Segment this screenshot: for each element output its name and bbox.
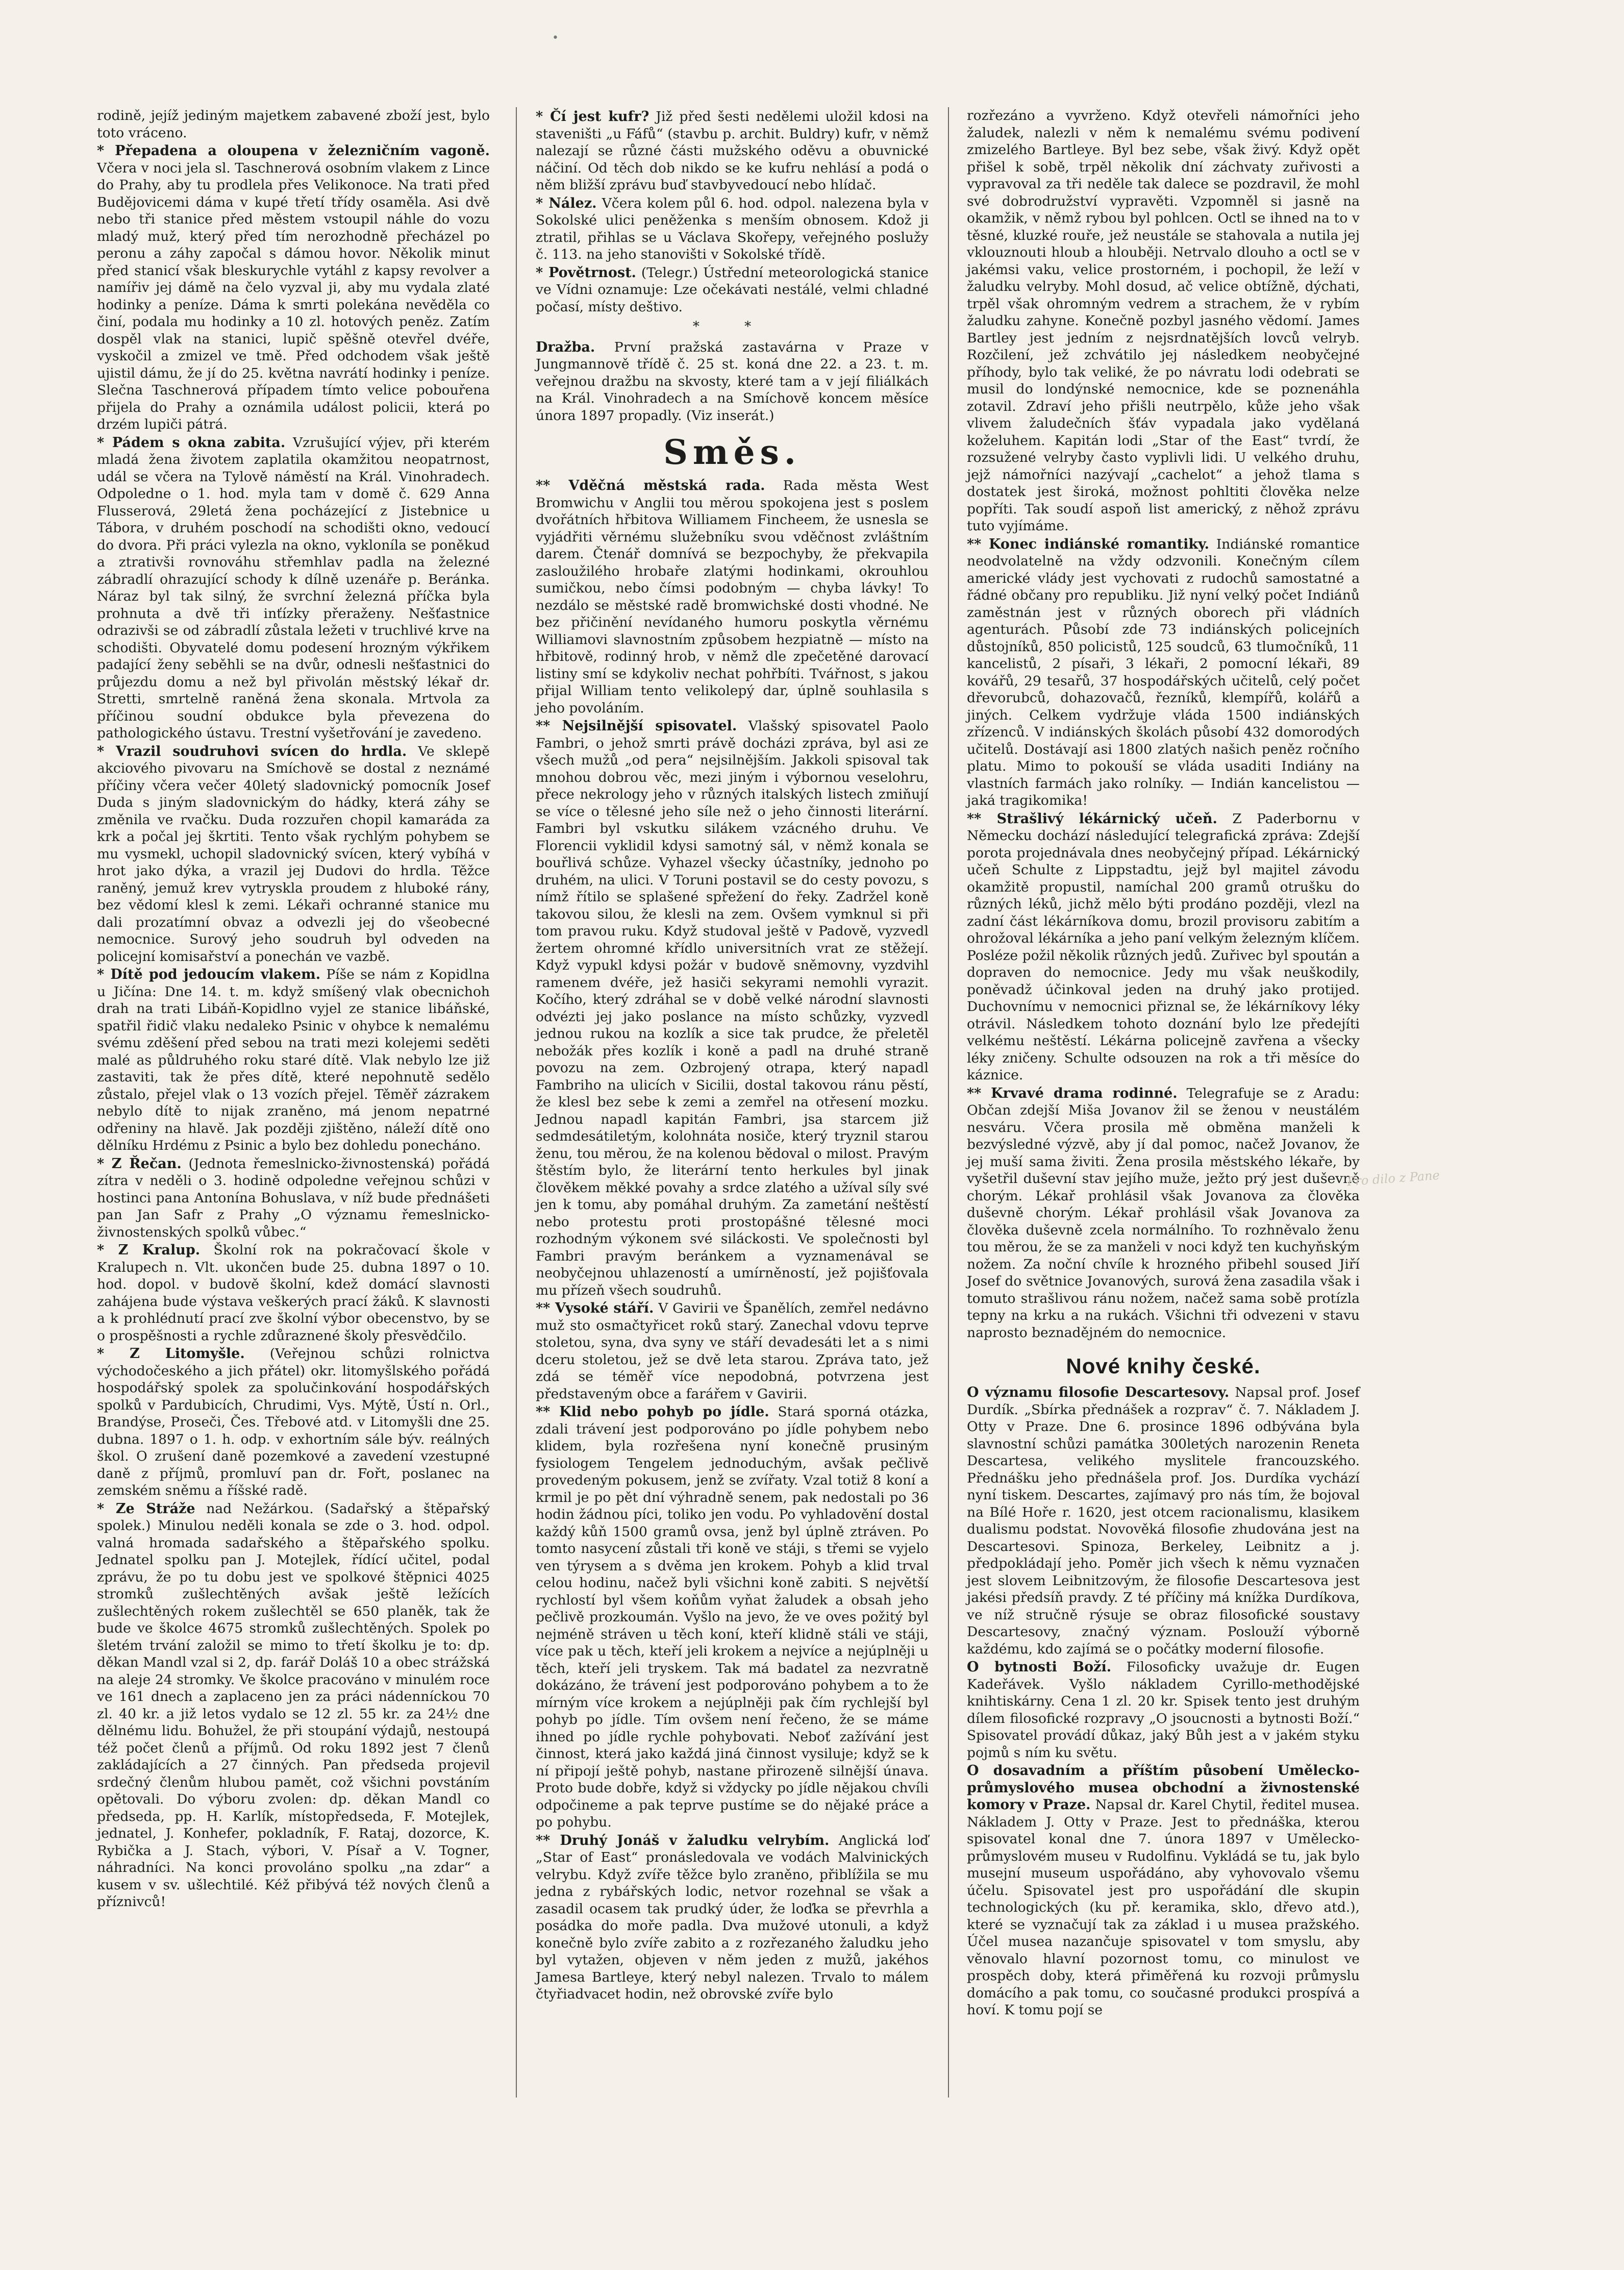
news-text: (Jednota řemeslnicko-živnostenská) pořádá zítra v neděli o 3. hodině odpoledne veřejnou schůzi v hostinci pana Antonína Bohuslava, v níž bude přednášeti pan Jan Safr z Prahy „O významu řemeslnicko-živnostenských spolků vůbec.“ [97, 1155, 490, 1240]
news-headline: * Z Litomyšle. [97, 1346, 245, 1362]
miscellany-text: Vlašský spisovatel Paolo Fambri, o jehož smrti právě docházi zpráva, byl asi ze všech mužů „od pera“ nejsilnějším. Jakkoli spisoval tak mnohou dobrou věc, mezi jiným i výbornou veselohru, přece nekrology jeho v různých italských listech zmiňují se více o tělesné jeho síle než o jeho činnosti literární. Fambri byl vskutku silákem vzácného druhu. Ve Florencii vyklidil kdysi samotný sál, v němž konala se bouřlivá schůze. Vyhazel všecky účastníky, jednoho po druhém, na ulici. V Toruni postavil se do cesty povozu, s nímž řítilo se splašené spřežení do řeky. Zadržel koně takovou silou, že klesli na zem. Ovšem vymknul si při tom pravou ruku. Když studoval ještě v Padově, vyzvedl žertem ohromné křídlo universitních vrat ze stěžejí. Když vypukl kdysi požár v budově sněmovny, vyzdvihl ramenem dvéře, jež hasiči sekyrami nemohli vyrazit. Kočího, který zdráhal se v době velké národní slavnosti odvézti jej jako poslance na místo schůzky, vyzvedl jednou rukou na kozlík a sice tak prudce, že přeletěl nebožák přes kozlík i koně a padl na druhé straně povozu na zem. Ozbrojený otrapa, který napadl Fambriho na ulicích v Sicilii, dostal takovou ránu pěstí, že klesl bez sebe k zemi a zemřel na otřesení mozku. Jednou napadl kapitán Fambri, jsa starcem již sedmdesátiletým, kolohnáta nosiče, který tryznil starou ženu, tou měrou, že na kolenou bědoval o milost. Pravým štěstím bylo, že literární tento herkules byl jinak člověkem měkké povahy a srdce zlatého a užíval síly své jen k tomu, aby pomáhal druhým. Za zametání neštěstí nebo protestu proti prostopášné tělesné moci rozhodným výkonem své siláckosti. Ve společnosti byl Fambri pravým beránkem a vyznamenával se neobyčejnou uhlazeností a umírněností, jež pojišťovala mu přízeň všech soudruhů. [536, 718, 929, 1298]
news-text: Včera kolem půl 6. hod. odpol. nalezena byla v Sokolské ulici peněženka s menším obnosem. Kdož ji ztratil, přihlas se u Václava Skořepy, veřejného poslužy č. 113. na jeho stanovišti v Sokolské třídě. [536, 195, 929, 262]
news-text: Včera v noci jela sl. Taschnerová osobním vlakem z Lince do Prahy, aby tu prodlela přes Velikonoce. Na trati před Budějovicemi dáma v kupé třetí třídy osaměla. Asi dvě nebo tři stanice před městem vstoupil náhle do vozu mladý muž, který před tím nerozhodně přecházel po peronu a záhy započal s dámou hovor. Několik minut před stanicí však bleskurychle vytáhl z kapsy revolver a namířiv jej dámě na čelo vyzval ji, aby mu vydala zlaté hodinky a peníze. Dáma k smrti polekána nevěděla co činí, podala mu hodinky a 10 zl. hotových peněz. Zatím dospěl vlak na stanici, lupič spěšně otevřel dvéře, vyskočil a zmizel ve tmě. Před odchodem však ještě ujistil dámu, že jí do 25. května navrátí hodinky i peníze. Slečna Taschnerová případem tímto velice pobouřena přijela do Prahy a oznámila událost policii, která po drzém lupiči pátrá. [97, 160, 490, 432]
miscellany-text: Indiánské romantice neodvolatelně na vždy odzvonili. Konečným cílem americké vlády jest vychovati z rudochů samostatné a řádné občany pro republiku. Již nyní velký počet Indiánů zaměstnán jest v různých oborech při vládních agenturách. Působí zde 73 indiánských policejních důstojníků, 850 policistů, 125 soudců, 63 tlumočníků, 11 kancelistů, 2 písaři, 3 lékaři, 2 pomocní lékaři, 89 kovářů, 29 tesařů, 37 hospodářských učitelů, celý počet dřevorubců, dohazovačů, řezníků, klempířů, kolářů a jiných. Celkem vydržuje vláda 1500 indiánských zřízenců. V indiánských školách působí 432 domorodých učitelů. Dostávají asi 1800 zlatých našich peněz ročního platu. Mimo to pokouší se vláda usaditi Indiány na vlastních farmách jako rolníky. — Indián kancelistou — jaká tragikomika! [967, 536, 1360, 808]
page-mark: • [552, 32, 559, 44]
column-2 [536, 107, 929, 2002]
news-text: (Veřejnou schůzi rolnictva východočeského a jich přátel) okr. litomyšlského pořádá hospodářský spolek za spolučinkování hospodářských spolků v Pardubicích, Chrudimi, Vys. Mýtě, Ústí n. Orl., Brandýse, Proseči, Čes. Třebové atd. v Litomyšli dne 25. dubna. 1897 o 1. h. odp. v exhortním sále býv. reálných škol. O zrušení daně pozemkové a zavedení vzestupné daně z příjmů, promluví pan dr. Fořt, poslanec na zemském sněmu a říšské radě. [97, 1346, 490, 1498]
column-3 [967, 107, 1360, 2159]
miscellany-text: Telegrafuje se z Aradu: Občan zdejší Miša Jovanov žil se ženou v neustálém nesváru. Včera prosila mě obměna manželi k bezvýsledné výzvě, aby jí dal pomoc, načež Jovanov, že jej muší sama živiti. Žena prosila městského lékaře, by vyšetřil duševní stav jejího muže, ježto prý jest duševně chorým. Lékař prohlásil však Jovanova za člověka duševně chorým. Lékař prohlásil však Jovanova za člověka duševně zcela normálního. To rozhněvalo ženu tou měrou, že se za manželi v noci když ten kuchyňským nožem. Za noční chvíle k hrozného přibehl soused Jiří Josef do světnice Jovanových, surová žena zasadila však i tomuto strašlivou ránu nožem, načež sama sobě protízla tepny na krku a na rukách. Všichni tři odvezeni v stavu naprosto beznadějném do nemocnice. [967, 1085, 1360, 1341]
stars-separator: * * [692, 319, 772, 334]
news-text: Ve sklepě akciového pivovaru na Smíchově se dostal z neznámé příčiny včera večer 40letý sladovnický pomocník Josef Duda s jiným sladovnickým do hádky, která záhy se změnila ve rvačku. Duda rozzuřen chopil kamaráda za krk a počal jej škrtiti. Tento však rychlým pohybem se mu vysmekl, uchopil sladovnický svícen, který vybíhá v hrot jako dýka, a vrazil jej Dudovi do hrdla. Těžce raněný, jemuž krev vytryskla proudem z hluboké rány, bez vědomí klesl k zemi. Lékaři ochranné stanice mu dali prozatímní obvaz a odvezli jej do všeobecné nemocnice. Surový jeho soudruh byl odveden na policejní komisařství a ponechán ve vazbě. [97, 743, 490, 965]
miscellany-text: Z Paderbornu v Německu dochází následující telegrafická zpráva: Zdejší porota projednávala dnes neobyčejný případ. Lékárnický učeň Schulte z Lippstadtu, jejž byl majitel závodu okamžitě propustil, namíchal 200 gramů otrušku do různých léků, jichž mělo býti prodáno později, vlezl na zadní část lékárníkova domu, brozil provisoru zabitím a ohrožoval lékárníka a jeho paní velkým železným klíčem. Posléze požil několik různých jedů. Zuřivec byl spoután a dopraven do nemocnice. Jedy mu však neuškodily, poněvadž účinkoval jeden na druhý jako protijed. Duchovnímu v nemocnici přiznal se, že lékárníkovy léky otrávil. Následkem tohoto doznání bylo lze předejíti velkému neštěstí. Lékárna policejně zavřena a všecky léky zničeny. Schulte odsouzen na rok a tři měsíce do káznice. [967, 810, 1360, 1083]
news-headline: * Vrazil soudruhovi svícen do hrdla. [97, 743, 407, 759]
news-headline: * Z Řečan. [97, 1155, 182, 1172]
news-text: Již před šesti nedělemi uložil kdosi na staveništi „u Fáfů“ (stavbu p. archit. Buldry) kufr, v němž nalezají se různé části mužského oděvu a obuvnické náčiní. Od těch dob nikdo se ke kufru nehlásí a podá o něm bližší zprávu buď stavbyvedoucí nebo hlídač. [536, 109, 929, 193]
news-headline: * Přepadena a oloupena v železničním vagoně. [97, 143, 490, 159]
news-headline: * Pádem s okna zabita. [97, 434, 286, 451]
miscellany-headline: ** Vysoké stáří. [536, 1300, 654, 1316]
miscellany-headline: ** Vděčná městská rada. [536, 478, 765, 494]
book-title: O dosavadním a příštím působení Umělecko-průmyslového musea obchodní a živnostenské komory v Praze. [967, 1763, 1360, 1813]
miscellany-headline: ** Nejsilnější spisovatel. [536, 718, 737, 734]
section-title-smes: Směs. [663, 432, 801, 472]
news-text: Vzrušující výjev, při kterém mladá žena životem zaplatila okamžitou neopatrnost, udál se včera na Tylově náměstí na Král. Vinohradech. Odpoledne o 1. hod. myla tam v domě č. 629 Anna Flusserová, 29letá žena pocházející z Jistebnice u Tábora, v druhém poschodí na schodišti okno, vedoucí do dvora. Při práci vylezla na okno, vykloníla se poněkud a ztrativši rovnováhu střemhlav padla na železné zábradlí ohrazující schody k dílně uzenáře p. Beránka. Náraz byl tak silný, že svrchní železná příčka byla prohnuta a dvě tři inťízky přeraženy. Nešťastnice odrazivši se od zábradlí zůstala ležeti v truchlivé krve na schodišti. Obyvatelé domu podesení hrozným výkřikem padající ženy seběhli se na dvůr, odnesli nešťastnici do průjezdu domu a než byl přivolán městský lékař dr. Stretti, smrtelně raněná žena skonala. Mrtvola za příčinou soudní obdukce byla převezena do pathologického ústavu. Trestní vyšetřování je zavedeno. [97, 434, 490, 741]
opening-paragraph: rodině, jejíž jediným majetkem zabavené zboží jest, bylo toto vráceno. [97, 108, 490, 141]
miscellany-text: Anglická loď „Star of East“ pronásledovala ve vodách Malvinických velrybu. Když zvíře těžce bylo zraněno, přiblížila se mu jedna z rybářských lodic, netvor rozehnal se však a zasadil ocasem tak prudký úder, že loďka se převrhla a posádka do moře padla. Dva mužové utonuli, a když konečně bylo zvíře zabito a z rozřezaného žaludku jeho byl vytažen, objeven v něm jeden z mužů, jakéhos Jamesa Bartleye, který nebyl nalezen. Trvalo to málem čtyřiadvacet hodin, než obrovské zvíře bylo [536, 1832, 929, 2002]
continued-text: rozřezáno a vyvrženo. Když otevřeli námořníci jeho žaludek, nalezli v něm k nemalému svému podivení zmizelého Bartleye. Byl bez sebe, však živý. Když opět přišel k sobě, trpěl několik dní záchvaty zuřivosti a vypravoval za tři neděle tak dalece se pozdravil, že mohl své dobrodružství vypravěti. Vzpomněl si jasně na okamžik, v němž rybou byl pohlcen. Octl se ihned na to v těsné, kluzké rouře, jež neustále se stahovala a nutila jej vklouznouti hloub a hlouběji. Netrvalo dlouho a octl se v jakémsi vaku, velice prostorném, i pochopil, že leží v žaludku velryby. Mohl dosud, ač velice obtížně, dýchati, trpěl však ohromným vedrem a strachem, že v rybím žaludku zahyne. Konečně pozbyl jasného vědomí. James Bartley jest jedním z nejsrdnatějších lovců velryb. Rozčilení, jež zchvátilo jej následkem neobyčejné příhody, bylo tak veliké, že po návratu lodi odebrati se musil do londýnské nemocnice, kde se poznenáhla zotavil. Zdraví jeho přišli neutrpělo, kůže jeho však vlivem žaludečních šťáv vypadala jako vydělaná koželuhem. Kapitán lodi „Star of the East“ tvrdí, že rozsužené velryby často vyplivli lidi. U velkého druhu, jejž námořníci nazývají „cachelot“ a jehož tlama s dostatek jest široká, možnost pohltiti člověka nelze popříti. Tak soudí aspoň list americký, z něhož zprávu tuto vyjímáme. [967, 108, 1360, 534]
column-rule-left [516, 107, 517, 2098]
book-text: Napsal dr. Karel Chytil, ředitel musea. Nákladem J. Otty v Praze. Jest to přednáška, kterou spisovatel konal dne 7. února 1897 v Umělecko-průmyslovém museu v Rudolfinu. Vykládá se tu, jak bylo musejní museum uspořádáno, aby vyhovovalo všemu účelu. Spisovatel jest pro uspořádání dle skupin technologických (ku př. keramika, sklo, dřevo atd.), které se vyznačují tak za základ i u musea pražského. Účel musea nazančuje spisovatel v tom smyslu, aby věnovalo hlavní pozornost tomu, co minulost ve prospěch doby, která přiměřená ku rozvoji průmyslu domácího a pak tomu, co současné produkci prospívá a hoví. K tomu pojí se [967, 1797, 1360, 2018]
news-text: nad Nežárkou. (Sadařský a štěpařský spolek.) Minulou neděli konala se zde o 3. hod. odpol. valná hromada sadařského a štěpařského spolku. Jednatel spolku pan J. Motejlek, řídící učitel, podal zprávu, že po tu dobu jest ve spolkové štěpnici 4025 stromků zušlechtěných avšak ještě ležících zušlechtěných rokem zušlechtěl se 650 planěk, tak že bude ve školce 4675 stromků zušlechtěných. Spolek po šletém trvání založil se mimo to třetí školku je to: dp. děkan Mandl vzal si 2, dp. farář Doláš 10 a obec strážská na aleje 24 stromky. Ve školce pracováno v minulém roce ve 161 dnech a zaplaceno jen za práci nádenníckou 70 zl. 40 kr. a již letos vydalo se 12 zl. 55 kr. za 24½ dne dělnému lidu. Bohužel, že při stoupání výdajů, nestoupá též počet členů a příjmů. Od roku 1892 jest 7 členů zakládajících a 27 činných. Pan předseda projevil srdečný členům hlubou pamět, což všichni povstáním opětovali. Do výboru zvolen: dp. děkan Mandl co předseda, pp. H. Karlík, místopředseda, F. Motejlek, jednatel, J. Konhefer, pokladník, F. Rataj, dozorce, K. Rybička a J. Stach, výbori, V. Písař a V. Togner, náhradníci. Na konci provoláno spolku „na zdar“ a kusem v sv. ušlechtilé. Kéž přibývá též nových členů a příznivců! [97, 1500, 490, 1910]
news-text: (Telegr.) Ústřední meteorologická stanice ve Vídni oznamuje: Lze očekávati nestálé, velmi chladné počasí, místy deštivo. [536, 264, 929, 315]
news-headline: * Dítě pod jedoucím vlakem. [97, 967, 321, 982]
miscellany-text: Stará sporná otázka, zdali trávení jest podporováno po jídle pohybem nebo klidem, byla rozřešena nyní konečně prusiným fysiologem Tengelem jednoduchým, avšak pečlivě provedeným pokusem, jenž se zvířaty. Vzal totiž 8 koní a krmil je po pět dní výhradně senem, pak nedostali po 36 hodin žádnou píci, toliko jen vodu. Po vyhladovění dostal každý kůň 1500 gramů ovsa, jenž byl úplně ztráven. Po tomto nasycení zůstali tři koně ve stáji, s třemi se vyjelo ven týrysem a s dvěma jen krokem. Pohyb a klid trval celou hodinu, načež byli všichni koně zabiti. S největší rychlostí byl všem koňům vyňat žaludek a obsah jeho pečlivě prozkoumán. Vyšlo na jevo, že ve oves požitý byl nejméně stráven u těch koní, kteří klidně stáli ve stáji, více pak u těch, kteří jeli krokem a nejvíce a nejúplněji u těch, kteří jeli tryskem. Tak má badatel za nezvratně dokázáno, že trávení jest podporováno pohybem a to že mírným více krokem a nejúplněji pak čím rychlejší byl pohyb po jídle. Tím ovšem není řečeno, že se máme ihned po jídle rychle pohybovati. Neboť zažívání jest činnost, která jako každá jiná činnost vysiluje; když se k ní připojí ještě pohyb, nastane přirozeně silnější únava. Proto bude dobře, když si vždycky po jídle nějakou chvíli odpočineme a pak teprve pustíme se do nějaké práce a po pohybu. [536, 1404, 929, 1830]
news-headline: * Ze Stráže [97, 1500, 195, 1517]
miscellany-text: Rada města West Bromwichu v Anglii tou měrou spokojena jest s poslem dvořátních hřbitova Williamem Fincheem, že usnesla se vyjádřiti věrnému služebníku svou vděčnost zvláštním darem. Čtenář domnívá se bezpochyby, že překvapila zasloužilého hrobaře zlatými hodinkami, okrouhlou sumičkou, nebo čímsi podobným — chyba lávky! To nezdálo se městské radě bromwichské dosti vhodné. Ne bez přičinění nevídaného humoru poskytla věrnému Williamovi slavnostním způsobem hezpiatně — místo na hřbitově, rodinný hrob, v němž dle zpečetěné darovací listiny smí se kdykoliv nechat pohřbíti. Tvářnost, s jakou přijal William tento velikolepý dar, úplně souhlasila s jeho povoláním. [536, 478, 929, 716]
book-text: Napsal prof. Josef Durdík. „Sbírka přednášek a rozprav“ č. 7. Nákladem J. Otty v Praze. Dne 6. prosince 1896 odbývána byla slavnostní schůzi památka 300letých narozenin Reneta Descartesa, velikého myslitele francouzského. Přednášku jeho přednášela prof. Jos. Durdíka vychází nyní tiskem. Descartes, zajímavý pro nás tím, že bojoval na Bílé Hoře r. 1620, jest otcem racionalismu, klasikem dualismu podstat. Novověká filosofie zhudována jest na Descartesovi. Spinoza, Berkeley, Leibnitz a j. předpokládají jeho. Poměr jich všech k němu vyznačen jest slovem Leibnitzovým, že filosofie Descartesova jest jakési předsíň pravdy. Z té příčiny má knížka Durdíkova, ve níž stručně rýsuje se obraz filosofické soustavy Descartesovy, značný význam. Poslouží výborně každému, kdo zajímá se o počátky moderní filosofie. [967, 1385, 1360, 1657]
column-rule-right [948, 107, 949, 2098]
news-headline: * Z Kralup. [97, 1242, 201, 1258]
news-text: Píše se nám z Kopidlna u Jičína: Dne 14. t. m. když smíšený vlak obecnichoh drah na trati Libáň-Kopidlno vyjel ze stanice libáňské, spatřil řidič vlaku nedaleko Psinic v ohybce k nemalému svému zděšení před sebou na trati mezi kolejemi seděti malé as půldruhého roku staré dítě. Vlak nebylo lze již zastaviti, tak že přes dítě, které nepohnutě sedělo zůstalo, přejel vlak o 13 vozích přejel. Těměř zázrakem nebylo dítě to nijak zraněno, má jenom nepatrné odřeniny na hlavě. Jak později zjištěno, náleží dítě ono dělníku Hrdému z Psinic a bylo bez dohledu ponecháno. [97, 967, 490, 1153]
miscellany-headline: ** Krvavé drama rodinné. [967, 1085, 1178, 1101]
news-headline: * Čí jest kufr? [536, 109, 649, 125]
book-title: O bytnosti Boží. [967, 1659, 1112, 1675]
auction-text: První pražská zastavárna v Praze v Jungmannově třídě č. 25 st. koná dne 22. a 23. t. m. veřejnou dražbu na skvosty, které tam a v její filiálkách na Král. Vinohradech a na Smíchově koncem měsíce února 1897 propadly. (Viz inserát.) [536, 339, 929, 424]
news-headline: * Nález. [536, 195, 597, 211]
section-title-new-books: Nové knihy české. [1066, 1354, 1261, 1378]
miscellany-headline: ** Strašlivý lékárnický učeň. [967, 810, 1217, 827]
faint-stamp: Pro dilo z Pane [1346, 1168, 1440, 1189]
column-1 [97, 107, 490, 2143]
book-title: O významu filosofie Descartesovy. [967, 1385, 1230, 1400]
news-headline: * Povětrnost. [536, 264, 636, 281]
miscellany-text: V Gavirii ve Španělích, zemřel nedávno muž sto osmačtyřicet roků starý. Zanechal vdovu teprve stoletou, syna, dva syny ve stáří devadesáti let a s nimi dceru stoletou, jež se dvě leta starou. Zpráva tato, jež zdá se téměř více nepodobná, potvrzena jest představeným obce a farářem v Gavirii. [536, 1300, 929, 1402]
auction-headline: Dražba. [536, 339, 595, 355]
book-text: Filosoficky uvažuje dr. Eugen Kadeřávek. Vyšlo nákladem Cyrillo-methodějské knihtiskárny. Cena 1 zl. 20 kr. Spisek tento jest druhým dílem filosofické rozpravy „O jsoucnosti a bytnosti Boží.“ Spisovatel provádí důkaz, jaký Bůh jest a v jakém styku pojmů s ním ku světu. [967, 1659, 1360, 1761]
miscellany-headline: ** Druhý Jonáš v žaludku velrybím. [536, 1832, 830, 1848]
news-text: Školní rok na pokračovací škole v Kralupech n. Vlt. ukončen bude 25. dubna 1897 o 10. hod. dopol. v budově školní, kdež domácí slavnosti zahájena bude výstava veškerých prací žáků. K slavnosti a k prohlédnutí prací zve školní výbor obecenstvo, by se o prospěšnosti a rychle zdůraznené školy přesvědčilo. [97, 1242, 490, 1344]
miscellany-headline: ** Konec indiánské romantiky. [967, 536, 1210, 552]
miscellany-headline: ** Klid nebo pohyb po jídle. [536, 1404, 769, 1420]
